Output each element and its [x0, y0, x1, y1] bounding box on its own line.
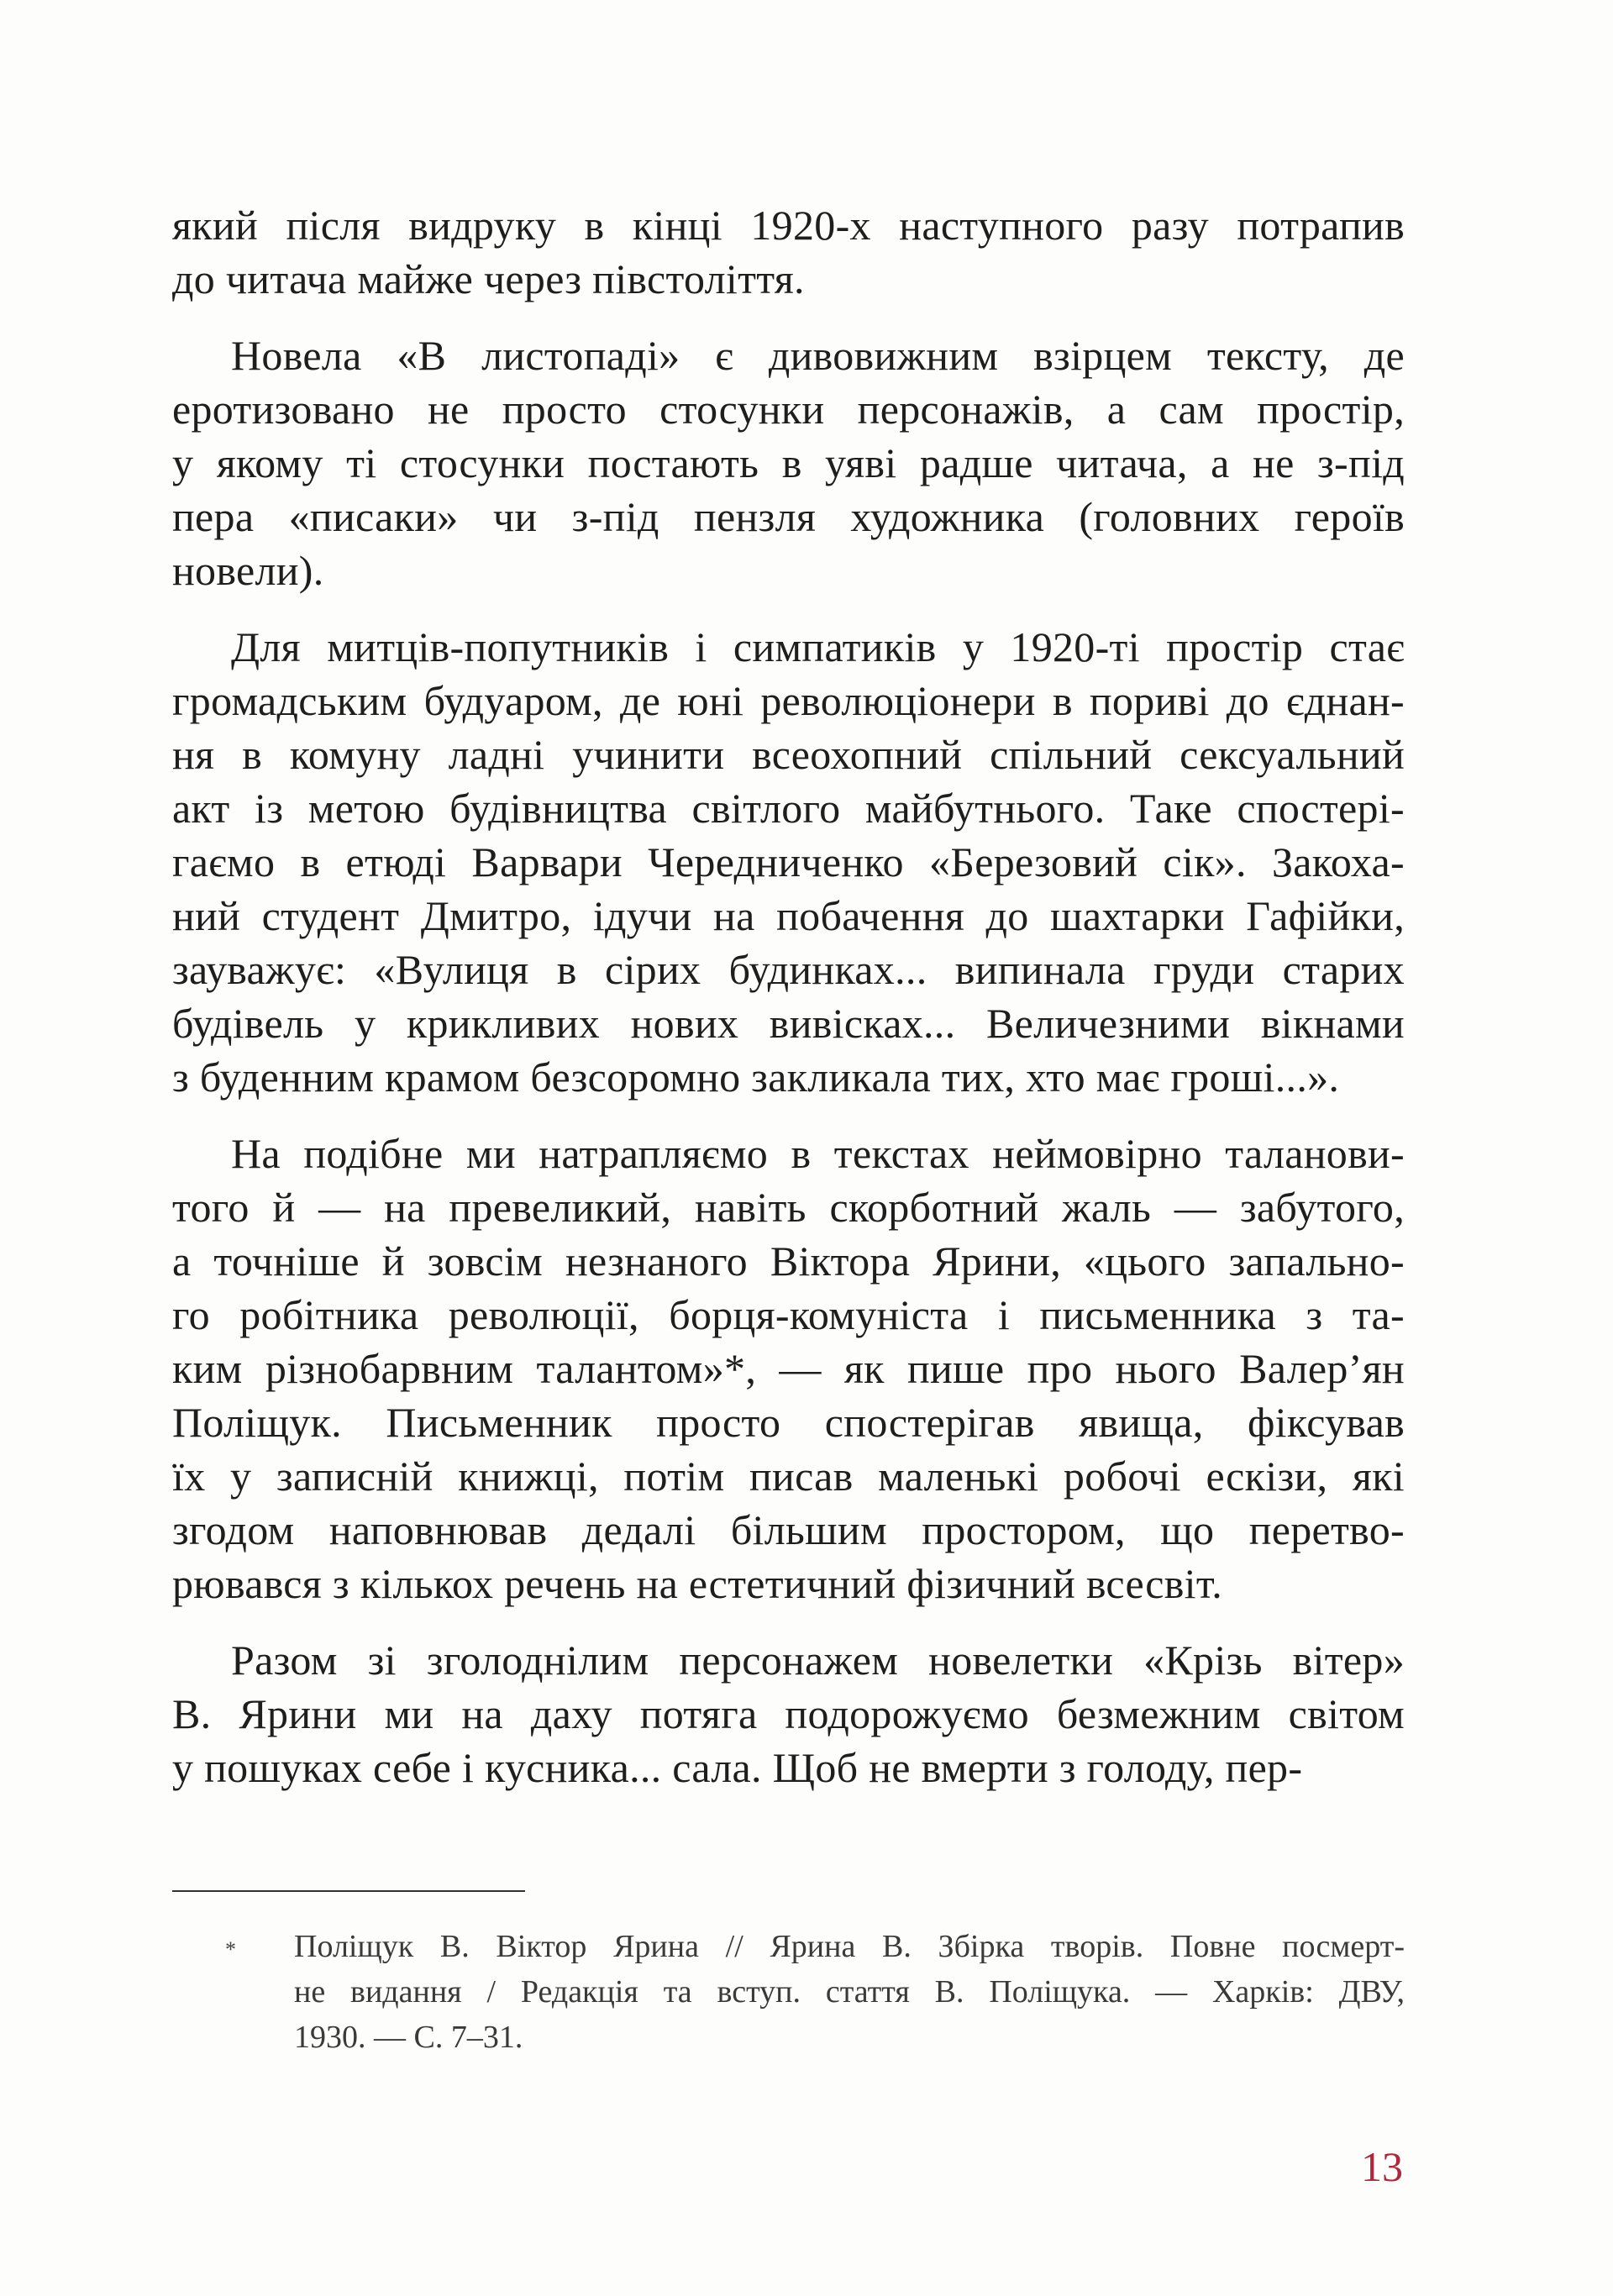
text-line: будівель у крикливих нових вивісках... Величезними вікнами	[172, 1000, 1405, 1047]
text-line: у якому ті стосунки постають в уяві радше читача, а не з-під	[172, 439, 1405, 486]
text-line: у пошуках себе і кусника... сала. Щоб не вмерти з голоду, пер-	[172, 1744, 1303, 1791]
paragraph	[172, 620, 1405, 1104]
text-line: а точніше й зовсім незнаного Віктора Ярини, «цього запально-	[172, 1237, 1405, 1285]
text-line: ня в комуну ладні учинити всеохопний спільний сексуальний	[172, 731, 1405, 778]
text-line: еротизовано не просто стосунки персонажів, а сам простір,	[172, 386, 1405, 433]
footnote	[294, 1924, 1405, 2060]
text-line: який після видруку в кінці 1920-х наступного разу потрапив	[172, 202, 1405, 249]
text-line: гаємо в етюді Варвари Чередниченко «Березовий сік». Закоха-	[172, 838, 1405, 885]
text-line: до читача майже через півстоліття.	[172, 255, 805, 302]
text-line: їх у записній книжці, потім писав маленькі робочі ескізи, які	[172, 1453, 1405, 1500]
footnote-line: 1930. — С. 7–31.	[294, 2020, 523, 2055]
text-line: Поліщук. Письменник просто спостерігав явища, фіксував	[172, 1399, 1405, 1446]
page-number: 13	[1361, 2143, 1403, 2190]
footnote-line: не видання / Редакція та вступ. стаття В. Поліщука. — Харків: ДВУ,	[294, 1974, 1405, 2010]
text-line: ний студент Дмитро, ідучи на побачення до шахтарки Гафійки,	[172, 892, 1405, 939]
footnote-divider	[172, 1890, 525, 1892]
text-line: акт із метою будівництва світлого майбутнього. Таке спостері-	[172, 785, 1405, 832]
text-line: того й — на превеликий, навіть скорботний жаль — забутого,	[172, 1184, 1405, 1231]
footnote-marker: *	[225, 1937, 236, 1962]
text-line: пера «писаки» чи з-під пензля художника (головних героїв	[172, 493, 1405, 540]
text-line: На подібне ми натрапляємо в текстах неймовірно таланови-	[231, 1130, 1405, 1177]
paragraph	[172, 198, 1405, 306]
text-line: з буденним крамом безсоромно закликала тих, хто має гроші...».	[172, 1053, 1340, 1101]
text-line: Разом зі зголоднілим персонажем новелетки «Крізь вітер»	[231, 1637, 1405, 1684]
text-line: зауважує: «Вулиця в сірих будинках... випинала груди старих	[172, 946, 1405, 993]
text-line: рювався з кількох речень на естетичний фізичний всесвіт.	[172, 1560, 1223, 1607]
text-line: В. Ярини ми на даху потяга подорожуємо безмежним світом	[172, 1690, 1405, 1737]
text-line: згодом наповнював дедалі більшим простором, що перетво-	[172, 1506, 1405, 1553]
body-text	[172, 198, 1405, 1794]
paragraph	[172, 1633, 1405, 1794]
footnote-line: Поліщук В. Віктор Ярина // Ярина В. Збірка творів. Повне посмерт-	[294, 1929, 1405, 1964]
text-line: громадським будуаром, де юні революціонери в пориві до єднан-	[172, 677, 1405, 724]
paragraph	[172, 328, 1405, 597]
text-line: Для митців-попутників і симпатиків у 1920-ті простір стає	[231, 623, 1405, 670]
text-line: Новела «В листопаді» є дивовижним взірцем тексту, де	[231, 332, 1405, 379]
text-line: го робітника революції, борця-комуніста і письменника з та-	[172, 1291, 1405, 1338]
text-line: новели).	[172, 547, 324, 594]
text-line: ким різнобарвним талантом»*, — як пише про нього Валер’ян	[172, 1345, 1405, 1392]
paragraph	[172, 1127, 1405, 1610]
